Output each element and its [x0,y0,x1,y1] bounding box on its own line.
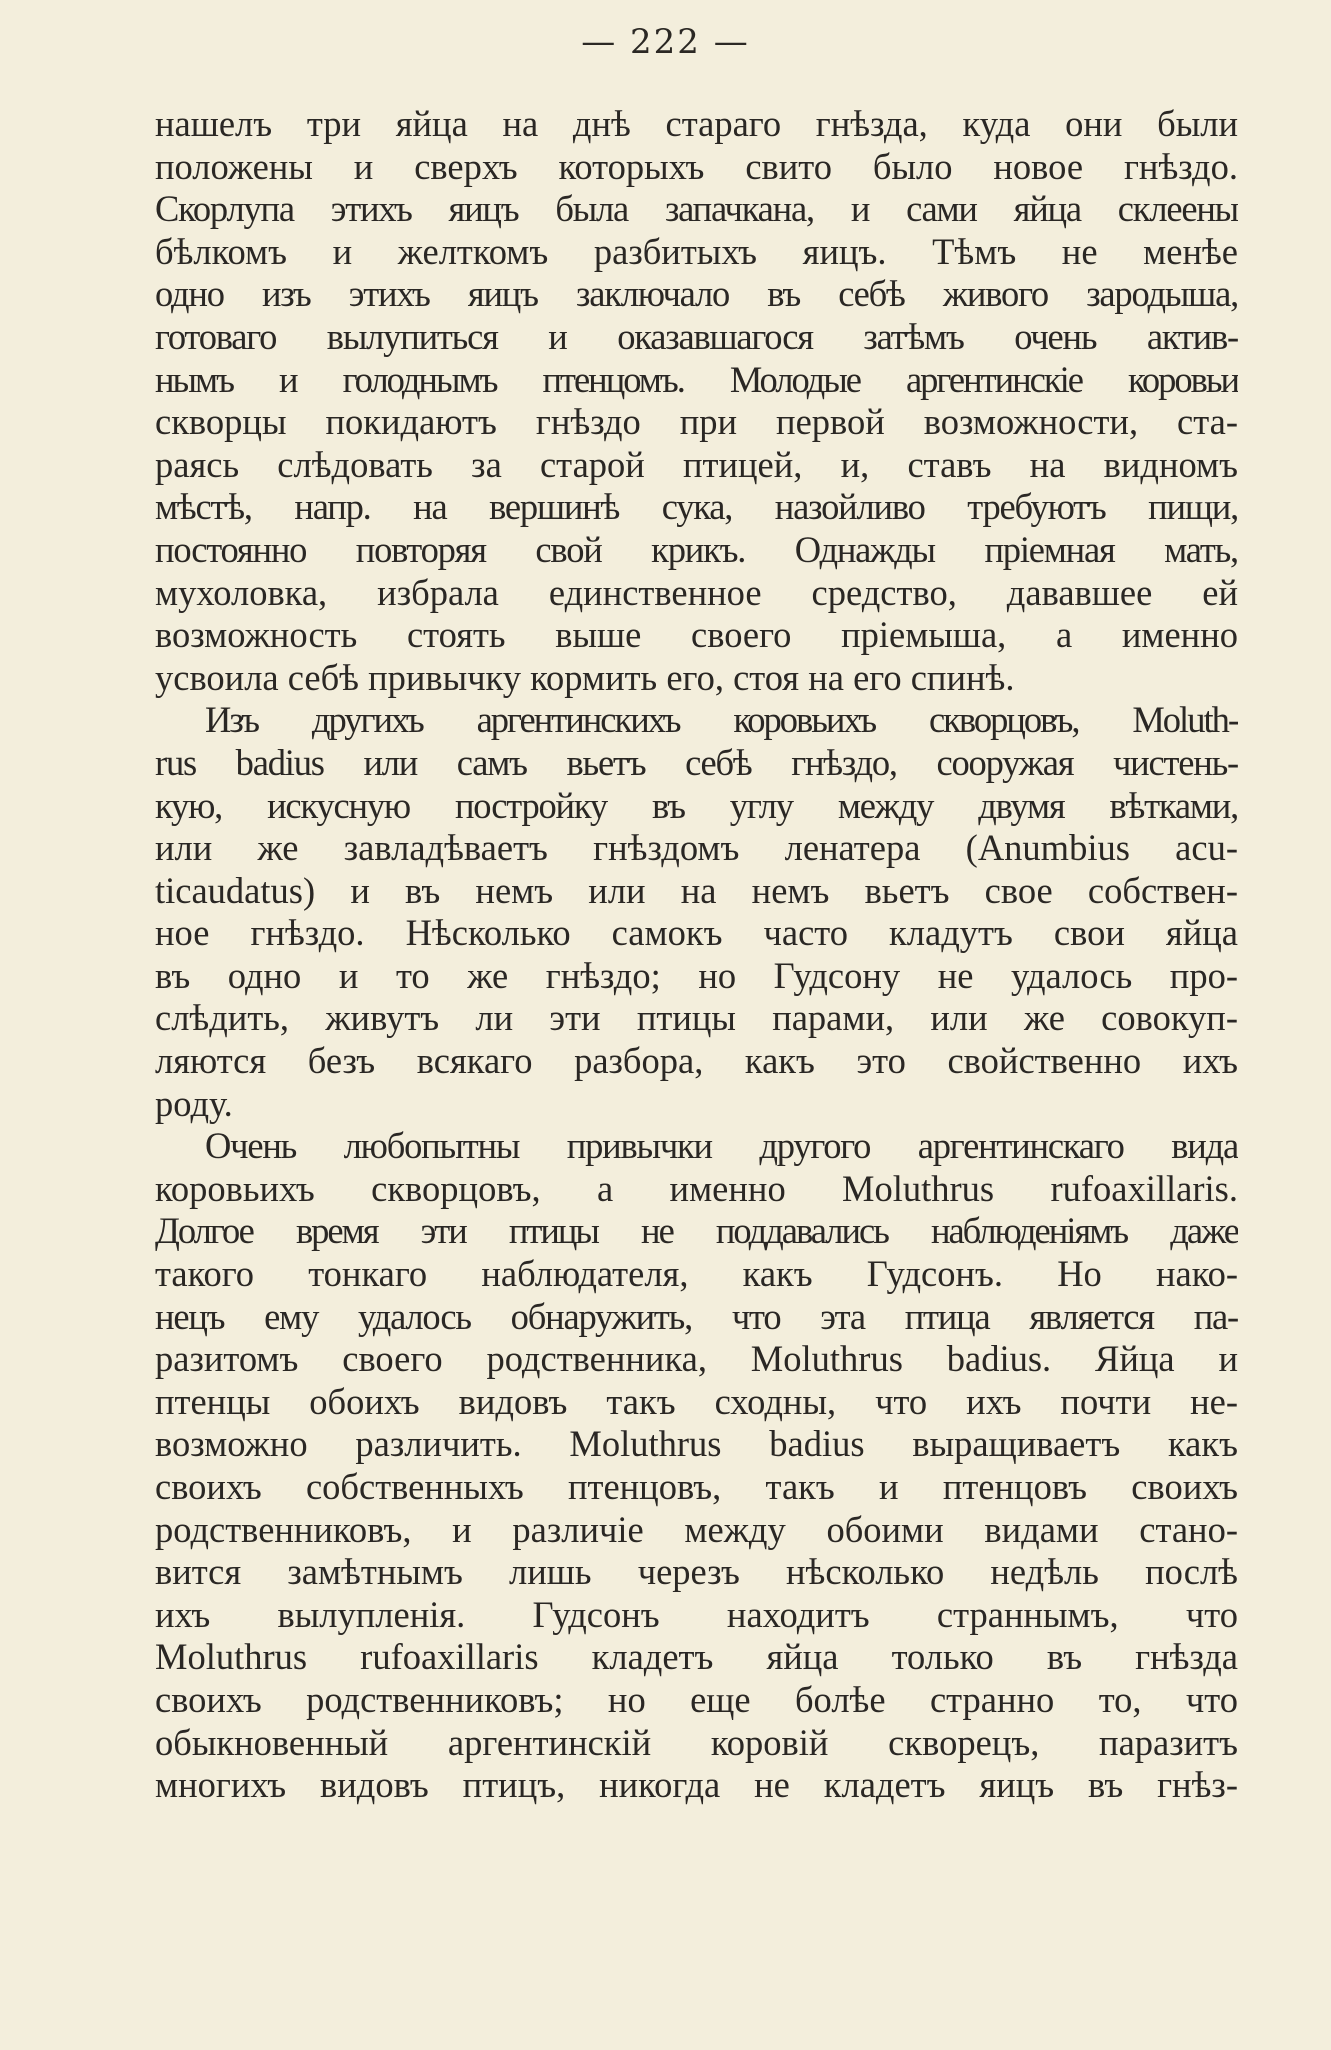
text-line: своихъ собственныхъ птенцовъ, такъ и птенцовъ своихъ [155,1466,1238,1507]
text-line: обыкновенный аргентинскій коровій скворецъ, паразитъ [155,1721,1238,1763]
text-line: скворцы покидаютъ гнѣздо при первой возможности, ста- [155,401,1238,443]
text-line: одно изъ этихъ яицъ заключало въ себѣ живого зародыша, [155,273,1238,315]
text-line: или же завладѣваетъ гнѣздомъ ленатера (Anumbius acu- [155,827,1238,869]
text-line: ляются безъ всякаго разбора, какъ это свойственно ихъ [155,1040,1238,1082]
text-line: Moluthrus rufoaxillaris кладетъ яйца только въ гнѣзда [155,1636,1238,1678]
text-line: своихъ родственниковъ; но еще болѣе странно то, что [155,1678,1238,1720]
text-line: слѣдить, живутъ ли эти птицы парами, или же совокуп- [155,997,1238,1039]
text-line: возможность стоять выше своего пріемыша, а именно [155,614,1238,656]
text-line: бѣлкомъ и желткомъ разбитыхъ яицъ. Тѣмъ не менѣе [155,230,1238,272]
text-line: въ одно и то же гнѣздо; но Гудсону не удалось про- [155,954,1238,996]
text-line: коровьихъ скворцовъ, а именно Moluthrus rufoaxillaris. [155,1167,1238,1209]
paragraph [155,103,1238,699]
text-line: Изъ другихъ аргентинскихъ коровьихъ скворцовъ, Moluth- [205,699,1238,741]
text-line: ное гнѣздо. Нѣсколько самокъ часто кладутъ свои яйца [155,912,1238,954]
text-line: родственниковъ, и различіе между обоими видами стано- [155,1508,1238,1550]
text-line: раясь слѣдовать за старой птицей, и, ставъ на видномъ [155,443,1238,485]
text-line: усвоила себѣ привычку кормить его, стоя на его спинѣ. [155,656,1015,698]
text-line: разитомъ своего родственника, Moluthrus badius. Яйца и [155,1338,1238,1380]
text-line: Очень любопытны привычки другого аргентинскаго вида [205,1125,1238,1167]
text-line: роду. [155,1082,233,1124]
text-line: ticaudatus) и въ немъ или на немъ вьетъ свое собствен- [155,869,1238,911]
text-line: rus badius или самъ вьетъ себѣ гнѣздо, сооружая чистень- [155,741,1238,783]
page-number: — 222 — [581,22,750,62]
text-line: многихъ видовъ птицъ, никогда не кладетъ яицъ въ гнѣз- [155,1764,1238,1806]
text-line: нымъ и голоднымъ птенцомъ. Молодые аргентинскіе коровьи [155,358,1238,400]
paragraph [155,699,1238,1125]
text-line: Скорлупа этихъ яицъ была запачкана, и сами яйца склеены [155,188,1238,230]
text-line: мѣстѣ, напр. на вершинѣ сука, назойливо требуютъ пищи, [155,486,1238,528]
text-line: нецъ ему удалось обнаружить, что эта птица является па- [155,1295,1238,1337]
paragraph [155,1125,1238,1807]
text-line: мухоловка, избрала единственное средство, дававшее ей [155,571,1238,613]
text-line: возможно различить. Moluthrus badius выращиваетъ какъ [155,1423,1238,1465]
text-line: вится замѣтнымъ лишь черезъ нѣсколько недѣль послѣ [155,1551,1238,1593]
text-line: ихъ вылупленія. Гудсонъ находитъ страннымъ, что [155,1593,1238,1635]
text-line: кую, искусную постройку въ углу между двумя вѣтками, [155,784,1238,826]
text-line: нашелъ три яйца на днѣ стараго гнѣзда, куда они были [155,103,1238,144]
text-line: птенцы обоихъ видовъ такъ сходны, что ихъ почти не- [155,1380,1238,1422]
text-line: постоянно повторяя свой крикъ. Однажды пріемная мать, [155,528,1238,570]
text-line: готоваго вылупиться и оказавшагося затѣмъ очень актив- [155,315,1238,357]
text-line: такого тонкаго наблюдателя, какъ Гудсонъ. Но нако- [155,1253,1238,1295]
body-text [155,103,1238,1807]
text-line: Долгое время эти птицы не поддавались наблюденіямъ даже [155,1210,1238,1252]
text-line: положены и сверхъ которыхъ свито было новое гнѣздо. [155,145,1238,187]
